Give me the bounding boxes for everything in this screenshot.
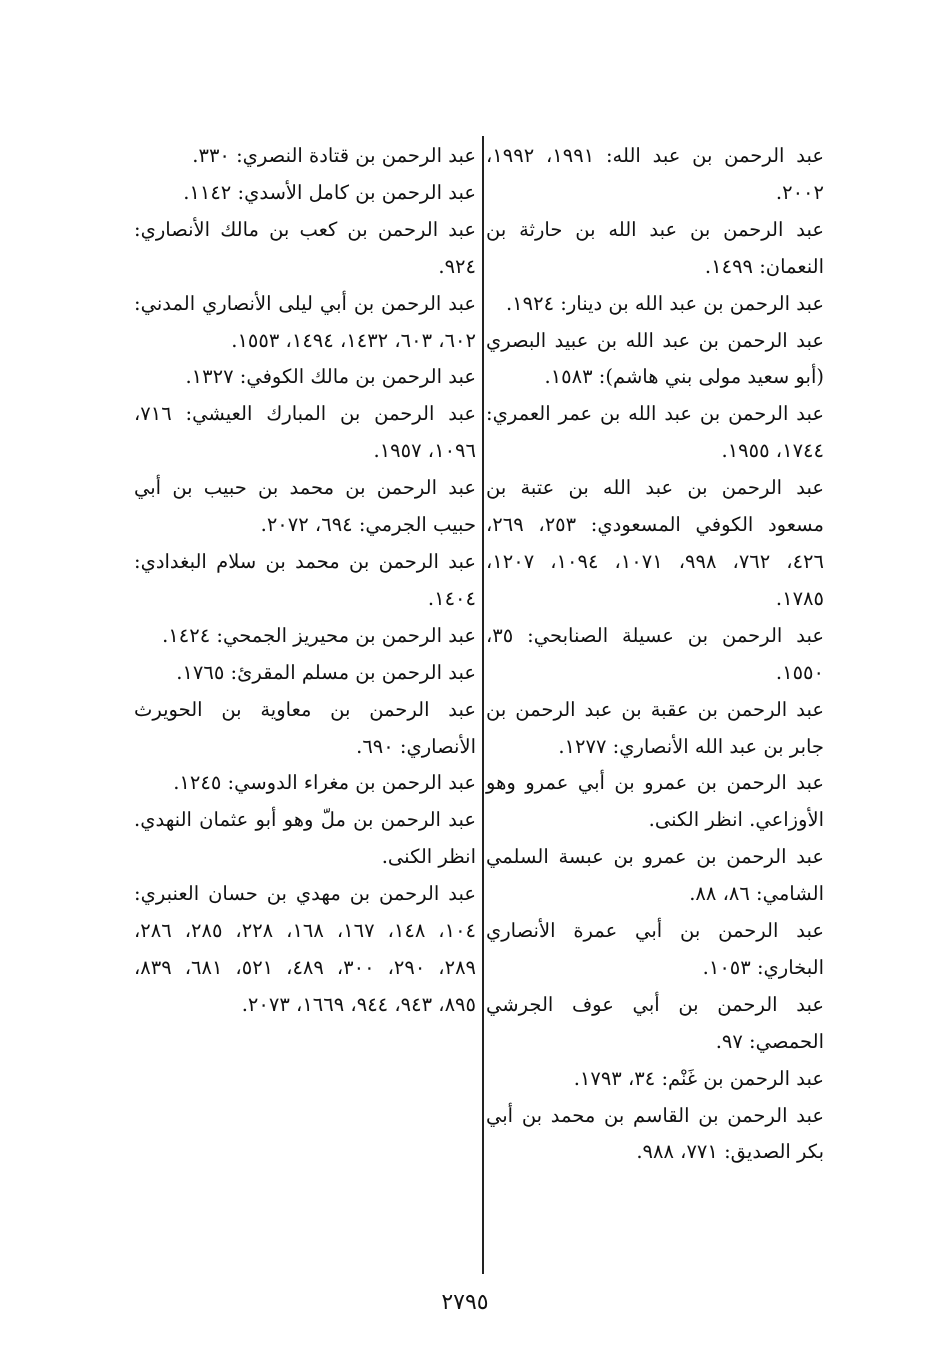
index-entry: عبد الرحمن بن ملّ وهو أبو عثمان النهدي. انظر الكنى. — [134, 808, 476, 869]
index-entry: عبد الرحمن بن مهدي بن حسان العنبري: ١٠٤، ١٤٨، ١٦٧، ١٦٨، ٢٢٨، ٢٨٥، ٢٨٦، ٢٨٩، ٢٩٠، ٣٠٠، ٤٨٩، ٥٢١، ٦٨١، ٨٣٩، ٨٩٥، ٩٤٣، ٩٤٤، ١٦٦٩، ٢٠٧٣. — [134, 882, 477, 1016]
index-entry: عبد الرحمن بن عبد الله بن عتبة بن مسعود الكوفي المسعودي: ٢٥٣، ٢٦٩، ٤٢٦، ٧٦٢، ٩٩٨، ١٠٧١، ١٠٩٤، ١٢٠٧، ١٧٨٥. — [486, 476, 824, 610]
index-entry: عبد الرحمن بن مالك الكوفي: ١٣٢٧. — [185, 365, 476, 389]
index-entry: عبد الرحمن بن عبد الله بن عمر العمري: ١٧٤٤، ١٩٥٥. — [486, 402, 824, 463]
index-entry: عبد الرحمن بن عبد الله بن دينار: ١٩٢٤. — [505, 291, 824, 315]
left-column — [134, 138, 476, 1024]
index-entry: عبد الرحمن بن عبد الله بن حارثة بن النعمان: ١٤٩٩. — [486, 217, 824, 278]
column-divider — [482, 136, 484, 1274]
index-entry: عبد الرحمن بن عبد الله: ١٩٩١، ١٩٩٢، ٢٠٠٢. — [486, 144, 824, 204]
page-number: ٢٧٩٥ — [441, 1290, 489, 1315]
index-entry: عبد الرحمن بن أبي عمرة الأنصاري البخاري: ١٠٥٣. — [486, 919, 824, 979]
index-entry: عبد الرحمن بن مغراء الدوسي: ١٢٤٥. — [173, 771, 476, 795]
index-entry: عبد الرحمن بن محيريز الجمحي: ١٤٢٤. — [162, 623, 476, 647]
right-column — [486, 138, 824, 1171]
index-entry: عبد الرحمن بن عقبة بن عبد الرحمن بن جابر بن عبد الله الأنصاري: ١٢٧٧. — [486, 697, 824, 758]
index-entry: عبد الرحمن بن غَنْم: ٣٤، ١٧٩٣. — [573, 1066, 824, 1090]
index-entry: عبد الرحمن بن عمرو بن عبسة السلمي الشامي: ٨٦، ٨٨. — [486, 845, 824, 906]
index-entry: عبد الرحمن بن عمرو بن أبي عمرو وهو الأوزاعي. انظر الكنى. — [486, 771, 824, 832]
index-entry: عبد الرحمن بن مسلم المقرئ: ١٧٦٥. — [176, 660, 476, 684]
index-entry: عبد الرحمن بن محمد بن سلام البغدادي: ١٤٠٤. — [134, 549, 476, 610]
index-entry: عبد الرحمن بن المبارك العيشي: ٧١٦، ١٠٩٦، ١٩٥٧. — [134, 402, 476, 463]
index-entry: عبد الرحمن بن عسيلة الصنابحي: ٣٥، ١٥٥٠. — [486, 623, 824, 684]
index-entry: عبد الرحمن بن أبي ليلى الأنصاري المدني: ٦٠٢، ٦٠٣، ١٤٣٢، ١٤٩٤، ١٥٥٣. — [134, 291, 476, 352]
index-entry: عبد الرحمن بن محمد بن حبيب بن أبي حبيب الجرمي: ٦٩٤، ٢٠٧٢. — [134, 476, 476, 537]
index-entry: عبد الرحمن بن قتادة النصري: ٣٣٠. — [192, 144, 476, 167]
index-entry: عبد الرحمن بن القاسم بن محمد بن أبي بكر الصديق: ٧٧١، ٩٨٨. — [486, 1103, 824, 1164]
index-entry: عبد الرحمن بن معاوية بن الحويرث الأنصاري: ٦٩٠. — [134, 697, 476, 758]
index-entry: عبد الرحمن بن كعب بن مالك الأنصاري: ٩٢٤. — [134, 217, 476, 278]
index-entry: عبد الرحمن بن كامل الأسدي: ١١٤٢. — [183, 180, 476, 204]
index-entry: عبد الرحمن بن عبد الله بن عبيد البصري (أبو سعيد مولى بني هاشم): ١٥٨٣. — [486, 328, 824, 389]
index-entry: عبد الرحمن بن أبي عوف الجرشي الحمصي: ٩٧. — [486, 992, 824, 1053]
